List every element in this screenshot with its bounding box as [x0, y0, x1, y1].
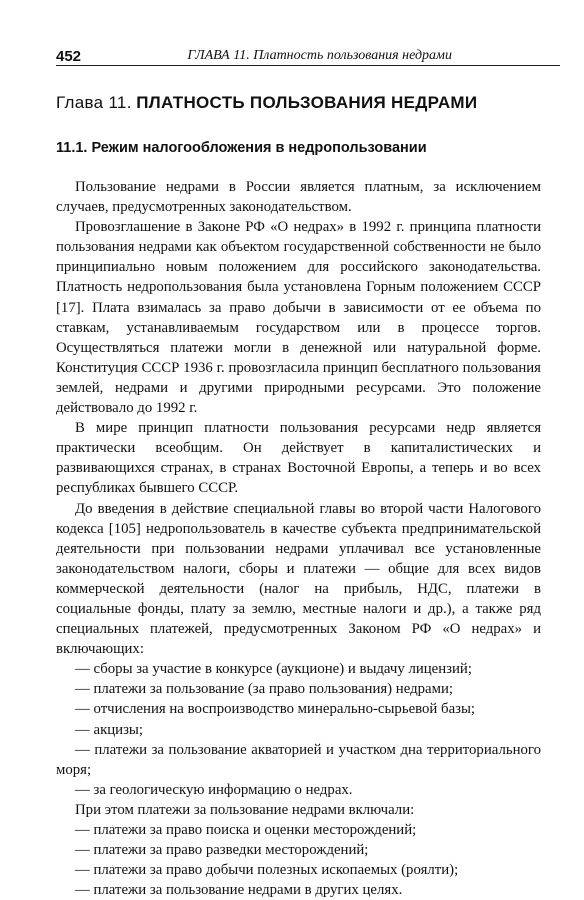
- paragraph: При этом платежи за пользование недрами включали:: [75, 801, 415, 818]
- section-title: 11.1. Режим налогообложения в недропользовании: [56, 140, 427, 156]
- list-item: — платежи за право разведки месторождений;: [75, 842, 369, 859]
- chapter-title: [56, 93, 477, 113]
- list-item: — платежи за пользование (за право пользования) недрами;: [75, 681, 453, 698]
- paragraph: Пользование недрами в России является платным, за исключением случаев, предусмотренных законодательством.: [56, 179, 541, 216]
- paragraph: В мире принцип платности пользования ресурсами недр является практически всеобщим. Он действует в капиталистических и развивающихся странах, в странах Восточной Европы, а теперь и во всех республиках бывшего СССР.: [56, 420, 541, 497]
- list-item: — за геологическую информацию о недрах.: [75, 781, 353, 798]
- body-text: [56, 177, 541, 900]
- chapter-name: ПЛАТНОСТЬ ПОЛЬЗОВАНИЯ НЕДРАМИ: [136, 93, 478, 112]
- paragraph: Провозглашение в Законе РФ «О недрах» в 1992 г. принципа платности пользования недрами как объектом государственной собственности не было принципиально новым положением для российского законодательства. Платность недропользования была установлена Горным положением СССР [17]. Плата взималась за право добычи в зависимости от ее объема по ставкам, устанавливаемым государством или в процессе торгов. Осуществляться платежи могли в денежной или натуральной форме. Конституция СССР 1936 г. провозгласила принцип бесплатного пользования землей, недрами и другими природными ресурсами. Это положение действовало до 1992 г.: [56, 219, 541, 417]
- page-header: [56, 36, 560, 64]
- list-item: — платежи за пользование недрами в других целях.: [75, 882, 403, 899]
- paragraph: До введения в действие специальной главы во второй части Налогового кодекса [105] недропользователь в качестве субъекта предпринимательской деятельности при пользовании недрами уплачивал все установленные законодательством налоги, сборы и платежи — общие для всех видов коммерческой деятельности (налог на прибыль, НДС, платежи в социальные фонды, плату за землю, местные налоги и др.), а также ряд специальных платежей, предусмотренных Законом РФ «О недрах» и включающих:: [56, 500, 541, 658]
- list-item: — акцизы;: [75, 721, 143, 738]
- running-head: ГЛАВА 11. Платность пользования недрами: [187, 48, 452, 63]
- chapter-label: Глава 11.: [56, 93, 132, 112]
- list-item: — платежи за право добычи полезных ископаемых (роялти);: [75, 862, 459, 879]
- list-item: — отчисления на воспроизводство минерально-сырьевой базы;: [75, 701, 476, 718]
- page-number: 452: [56, 48, 82, 65]
- header-rule: [56, 65, 560, 66]
- list-item: — платежи за право поиска и оценки месторождений;: [75, 822, 417, 838]
- list-item: — сборы за участие в конкурсе (аукционе) и выдачу лицензий;: [75, 661, 472, 678]
- list-item: — платежи за пользование акваторией и участком дна территориального моря;: [56, 741, 541, 778]
